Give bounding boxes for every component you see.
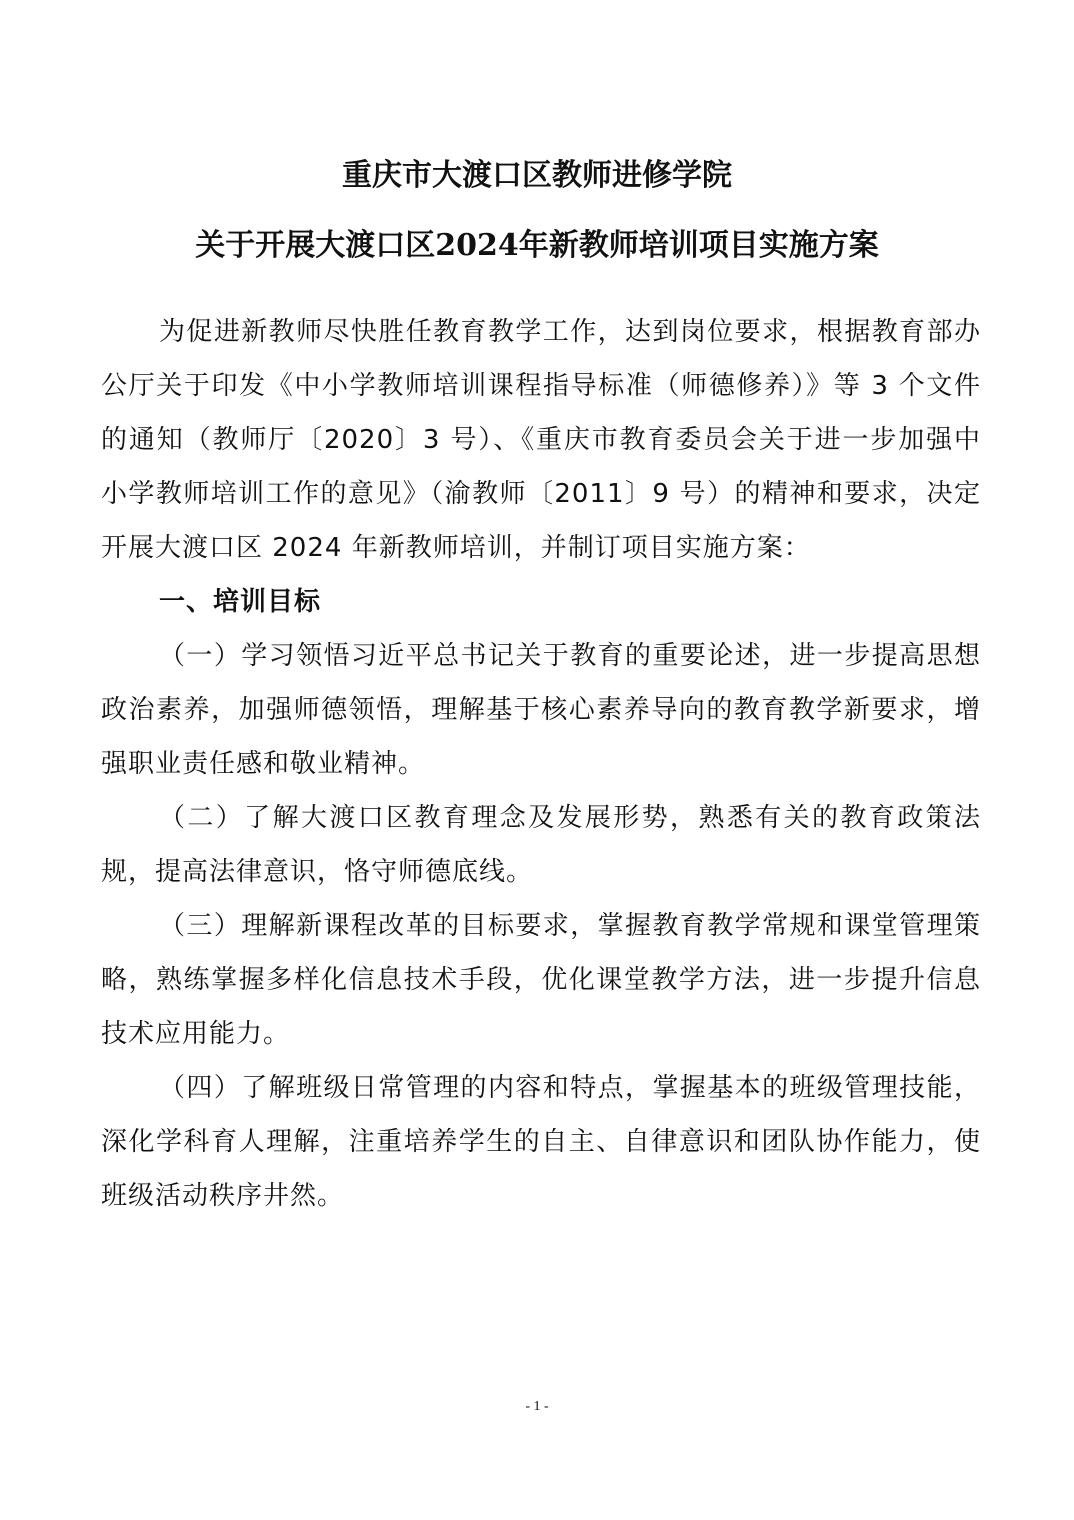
document-body [101, 305, 981, 1223]
objective-paragraph-1: （一）学习领悟习近平总书记关于教育的重要论述，进一步提高思想政治素养，加强师德领悟，理解基于核心素养导向的教育教学新要求，增强职业责任感和敬业精神。 [101, 641, 981, 779]
intro-paragraph: 为促进新教师尽快胜任教育教学工作，达到岗位要求，根据教育部办公厅关于印发《中小学教师培训课程指导标准（师德修养）》等 3 个文件的通知（教师厅〔2020〕3 号）、《重庆市教育委员会关于进一步加强中小学教师培训工作的意见》（渝教师〔2011〕9 号）的精神和要求，决定开展大渡口区 2024 年新教师培训，并制订项目实施方案： [101, 317, 981, 563]
page-number: - 1 - [525, 1399, 549, 1414]
objective-paragraph-2: （二）了解大渡口区教育理念及发展形势，熟悉有关的教育政策法规，提高法律意识，恪守师德底线。 [101, 803, 981, 887]
objective-paragraph-3: （三）理解新课程改革的目标要求，掌握教育教学常规和课堂管理策略，熟练掌握多样化信息技术手段，优化课堂教学方法，进一步提升信息技术应用能力。 [101, 911, 981, 1049]
objective-paragraph-4: （四）了解班级日常管理的内容和特点，掌握基本的班级管理技能，深化学科育人理解，注重培养学生的自主、自律意识和团队协作能力，使班级活动秩序井然。 [101, 1073, 981, 1211]
document-title-line2: 关于开展大渡口区2024年新教师培训项目实施方案 [195, 228, 879, 263]
document-title-line1: 重庆市大渡口区教师进修学院 [342, 158, 732, 193]
section-heading-training-objectives: 一、培训目标 [159, 587, 322, 617]
